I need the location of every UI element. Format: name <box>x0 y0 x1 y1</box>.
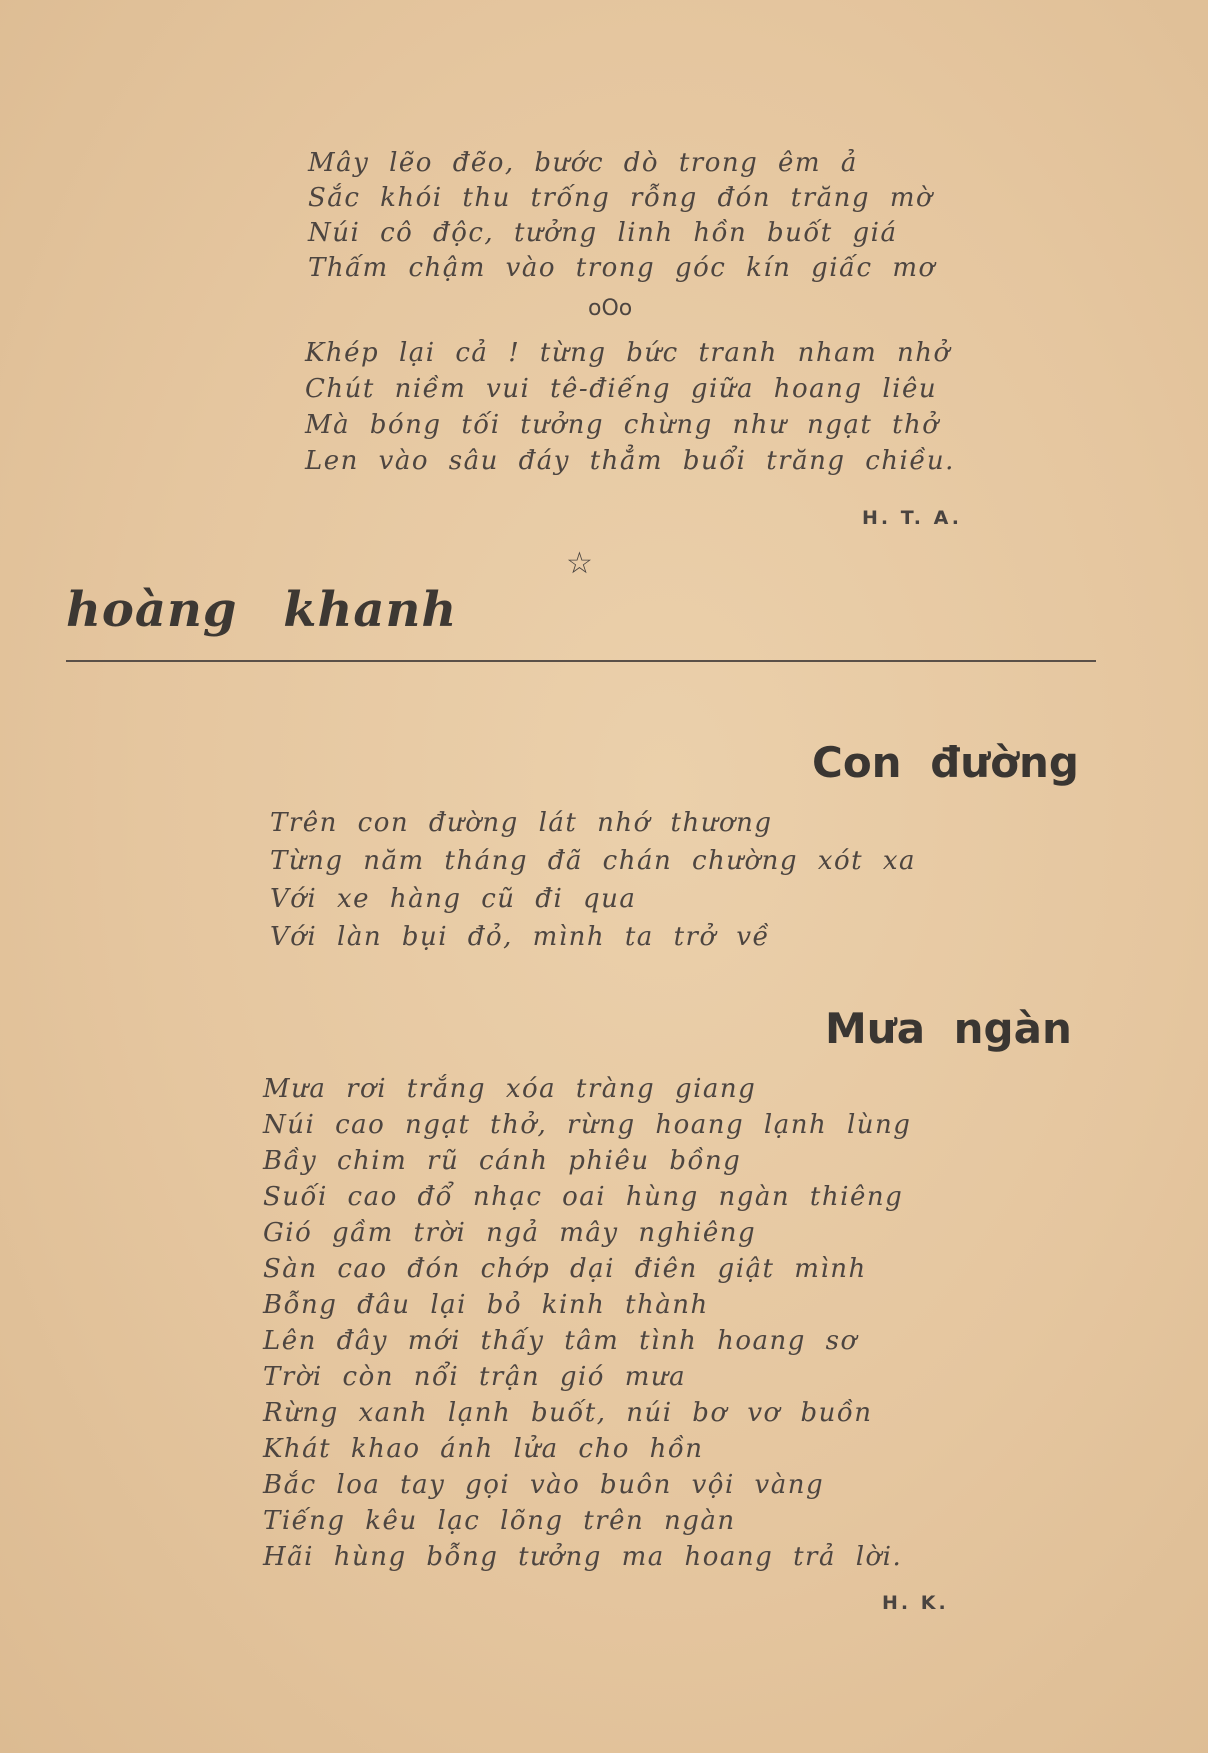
poem-line: Với làn bụi đỏ, mình ta trở về <box>270 922 771 952</box>
poem-line: Mà bóng tối tưởng chừng như ngạt thở <box>305 410 940 440</box>
poem-line: Núi cô độc, tưởng linh hồn buốt giá <box>308 218 898 248</box>
poem-line: Núi cao ngạt thở, rừng hoang lạnh lùng <box>263 1110 912 1140</box>
stanza-separator: oOo <box>588 296 633 321</box>
poem-line: Khát khao ánh lửa cho hồn <box>263 1434 704 1464</box>
poem-line: Trên con đường lát nhớ thương <box>270 808 773 838</box>
poem-line: Lên đây mới thấy tâm tình hoang sơ <box>263 1326 858 1356</box>
poem-line: Khép lại cả ! từng bức tranh nham nhở <box>305 338 951 368</box>
author-heading: hoàng khanh <box>66 582 458 638</box>
poem-line: Hãi hùng bỗng tưởng ma hoang trả lời. <box>263 1542 903 1572</box>
poem-line: Trời còn nổi trận gió mưa <box>263 1362 687 1392</box>
poem-line: Gió gầm trời ngả mây nghiêng <box>263 1218 757 1248</box>
poem3-title: Mưa ngàn <box>825 1004 1072 1053</box>
poem-line: Từng năm tháng đã chán chường xót xa <box>270 846 917 876</box>
poem2-title: Con đường <box>812 738 1079 787</box>
poem-line: Bỗng đâu lại bỏ kinh thành <box>263 1290 709 1320</box>
poem-line: Bầy chim rũ cánh phiêu bồng <box>263 1146 742 1176</box>
poem-line: Suối cao đổ nhạc oai hùng ngàn thiêng <box>263 1182 904 1212</box>
poem3-signature: H. K. <box>882 1592 949 1614</box>
star-icon: ☆ <box>566 546 593 581</box>
poem-line: Mây lẽo đẽo, bước dò trong êm ả <box>308 148 858 178</box>
poem-line: Len vào sâu đáy thẳm buổi trăng chiều. <box>305 446 955 476</box>
poem-line: Rừng xanh lạnh buốt, núi bơ vơ buồn <box>263 1398 873 1428</box>
poem-line: Thấm chậm vào trong góc kín giấc mơ <box>308 253 936 283</box>
poem-line: Với xe hàng cũ đi qua <box>270 884 637 914</box>
poem-line: Bắc loa tay gọi vào buôn vội vàng <box>263 1470 825 1500</box>
divider-rule <box>66 660 1096 662</box>
poem-line: Sắc khói thu trống rỗng đón trăng mờ <box>308 183 934 213</box>
poem1-signature: H. T. A. <box>862 507 962 529</box>
poem-line: Tiếng kêu lạc lõng trên ngàn <box>263 1506 736 1536</box>
poem-line: Chút niềm vui tê-điếng giữa hoang liêu <box>305 374 938 404</box>
poem-line: Mưa rơi trắng xóa tràng giang <box>263 1074 757 1104</box>
poem-line: Sàn cao đón chớp dại điên giật mình <box>263 1254 867 1284</box>
